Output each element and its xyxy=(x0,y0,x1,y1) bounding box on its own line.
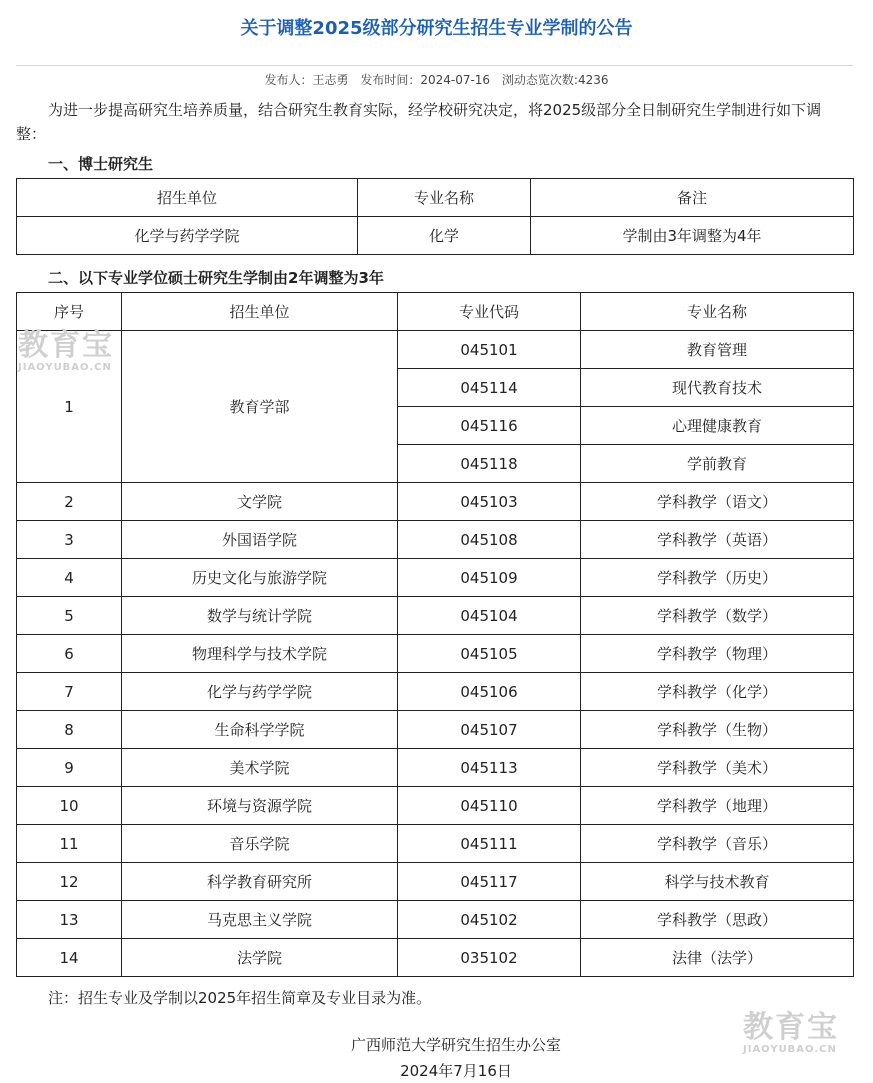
table-cell: 学科教学（音乐） xyxy=(581,825,854,863)
table-cell: 化学与药学学院 xyxy=(122,673,398,711)
table-cell: 学制由3年调整为4年 xyxy=(531,217,854,255)
watermark-text: 教育宝 xyxy=(743,1010,839,1045)
table-cell: 法学院 xyxy=(122,939,398,977)
table-cell: 科学与技术教育 xyxy=(581,863,854,901)
intro-paragraph: 为进一步提高研究生培养质量，结合研究生教育实际，经学校研究决定，将2025级部分全日制研究生学制进行如下调整： xyxy=(16,101,822,143)
table-cell: 045107 xyxy=(398,711,581,749)
table-cell: 历史文化与旅游学院 xyxy=(122,559,398,597)
header-cell: 专业代码 xyxy=(398,293,581,331)
watermark-logo xyxy=(743,1012,839,1056)
page-title: 关于调整2025级部分研究生招生专业学制的公告 xyxy=(240,18,633,39)
view-count: 浏动态览次数:4236 xyxy=(501,73,609,87)
publisher: 发布人：王志勇 xyxy=(264,73,349,87)
table-cell: 学科教学（物理） xyxy=(581,635,854,673)
table-cell: 物理科学与技术学院 xyxy=(122,635,398,673)
header-cell: 招生单位 xyxy=(17,179,358,217)
table-row xyxy=(17,597,854,635)
table-row xyxy=(17,863,854,901)
header-cell: 招生单位 xyxy=(122,293,398,331)
header-cell: 专业名称 xyxy=(358,179,531,217)
table-cell: 现代教育技术 xyxy=(581,369,854,407)
table-row xyxy=(17,483,854,521)
table-cell: 045113 xyxy=(398,749,581,787)
table-row xyxy=(17,749,854,787)
watermark-url: JIAOYUBAO.CN xyxy=(743,1044,837,1055)
table-cell: 045118 xyxy=(398,445,581,483)
table-cell: 045102 xyxy=(398,901,581,939)
header-cell: 序号 xyxy=(17,293,122,331)
table-row xyxy=(17,521,854,559)
table-cell: 045110 xyxy=(398,787,581,825)
table-row xyxy=(17,939,854,977)
table-cell: 045109 xyxy=(398,559,581,597)
masters-table xyxy=(16,292,854,977)
table-cell: 045103 xyxy=(398,483,581,521)
table-cell: 学科教学（历史） xyxy=(581,559,854,597)
table-cell: 学科教学（地理） xyxy=(581,787,854,825)
header-cell: 专业名称 xyxy=(581,293,854,331)
divider xyxy=(16,65,853,66)
table-cell: 045111 xyxy=(398,825,581,863)
table-cell: 3 xyxy=(17,521,122,559)
table-row xyxy=(17,673,854,711)
table-cell: 马克思主义学院 xyxy=(122,901,398,939)
table-cell: 化学与药学学院 xyxy=(17,217,358,255)
table-row xyxy=(17,901,854,939)
publish-time: 发布时间：2024-07-16 xyxy=(360,73,491,87)
table-cell: 6 xyxy=(17,635,122,673)
table-cell: 13 xyxy=(17,901,122,939)
table-cell: 环境与资源学院 xyxy=(122,787,398,825)
signature-date: 2024年7月16日 xyxy=(400,1062,512,1080)
table-cell: 学科教学（语文） xyxy=(581,483,854,521)
table-row xyxy=(17,787,854,825)
doctoral-table xyxy=(16,178,854,255)
table-row xyxy=(17,217,854,255)
table-cell: 文学院 xyxy=(122,483,398,521)
section1-heading: 一、博士研究生 xyxy=(48,155,154,173)
table-cell: 035102 xyxy=(398,939,581,977)
table-cell: 科学教育研究所 xyxy=(122,863,398,901)
table-cell: 法律（法学） xyxy=(581,939,854,977)
table-cell: 学科教学（英语） xyxy=(581,521,854,559)
header-cell: 备注 xyxy=(531,179,854,217)
table-header-row xyxy=(17,179,854,217)
table-row xyxy=(17,559,854,597)
table-cell: 学科教学（美术） xyxy=(581,749,854,787)
table-header-row xyxy=(17,293,854,331)
table-cell: 化学 xyxy=(358,217,531,255)
table-row xyxy=(17,825,854,863)
section2-heading: 二、以下专业学位硕士研究生学制由2年调整为3年 xyxy=(48,269,384,287)
table-cell: 生命科学学院 xyxy=(122,711,398,749)
table-cell: 2 xyxy=(17,483,122,521)
table-cell: 心理健康教育 xyxy=(581,407,854,445)
table-row xyxy=(17,331,854,369)
table-cell: 4 xyxy=(17,559,122,597)
table-cell: 外国语学院 xyxy=(122,521,398,559)
table-cell: 学科教学（生物） xyxy=(581,711,854,749)
footnote: 注：招生专业及学制以2025年招生简章及专业目录为准。 xyxy=(48,989,432,1007)
table-cell: 12 xyxy=(17,863,122,901)
table-cell: 045105 xyxy=(398,635,581,673)
table-cell: 音乐学院 xyxy=(122,825,398,863)
table-cell: 11 xyxy=(17,825,122,863)
table-cell: 9 xyxy=(17,749,122,787)
table-cell: 8 xyxy=(17,711,122,749)
table-cell: 学科教学（化学） xyxy=(581,673,854,711)
article-meta xyxy=(0,71,873,89)
table-cell: 045108 xyxy=(398,521,581,559)
table-cell: 教育管理 xyxy=(581,331,854,369)
table-cell: 10 xyxy=(17,787,122,825)
table-cell: 5 xyxy=(17,597,122,635)
signature-org: 广西师范大学研究生招生办公室 xyxy=(350,1036,561,1054)
table-cell: 1 xyxy=(17,331,122,483)
table-cell: 学科教学（数学） xyxy=(581,597,854,635)
table-cell: 045114 xyxy=(398,369,581,407)
table-cell: 教育学部 xyxy=(122,331,398,483)
table-row xyxy=(17,635,854,673)
table-cell: 045106 xyxy=(398,673,581,711)
table-cell: 学前教育 xyxy=(581,445,854,483)
table-cell: 045116 xyxy=(398,407,581,445)
table-cell: 学科教学（思政） xyxy=(581,901,854,939)
watermark-url: JIAOYUBAO.CN xyxy=(18,362,112,373)
watermark-logo xyxy=(18,330,114,374)
table-cell: 045104 xyxy=(398,597,581,635)
table-cell: 数学与统计学院 xyxy=(122,597,398,635)
table-cell: 14 xyxy=(17,939,122,977)
table-cell: 045117 xyxy=(398,863,581,901)
table-cell: 美术学院 xyxy=(122,749,398,787)
watermark-text: 教育宝 xyxy=(18,328,114,363)
table-cell: 7 xyxy=(17,673,122,711)
table-cell: 045101 xyxy=(398,331,581,369)
table-row xyxy=(17,711,854,749)
